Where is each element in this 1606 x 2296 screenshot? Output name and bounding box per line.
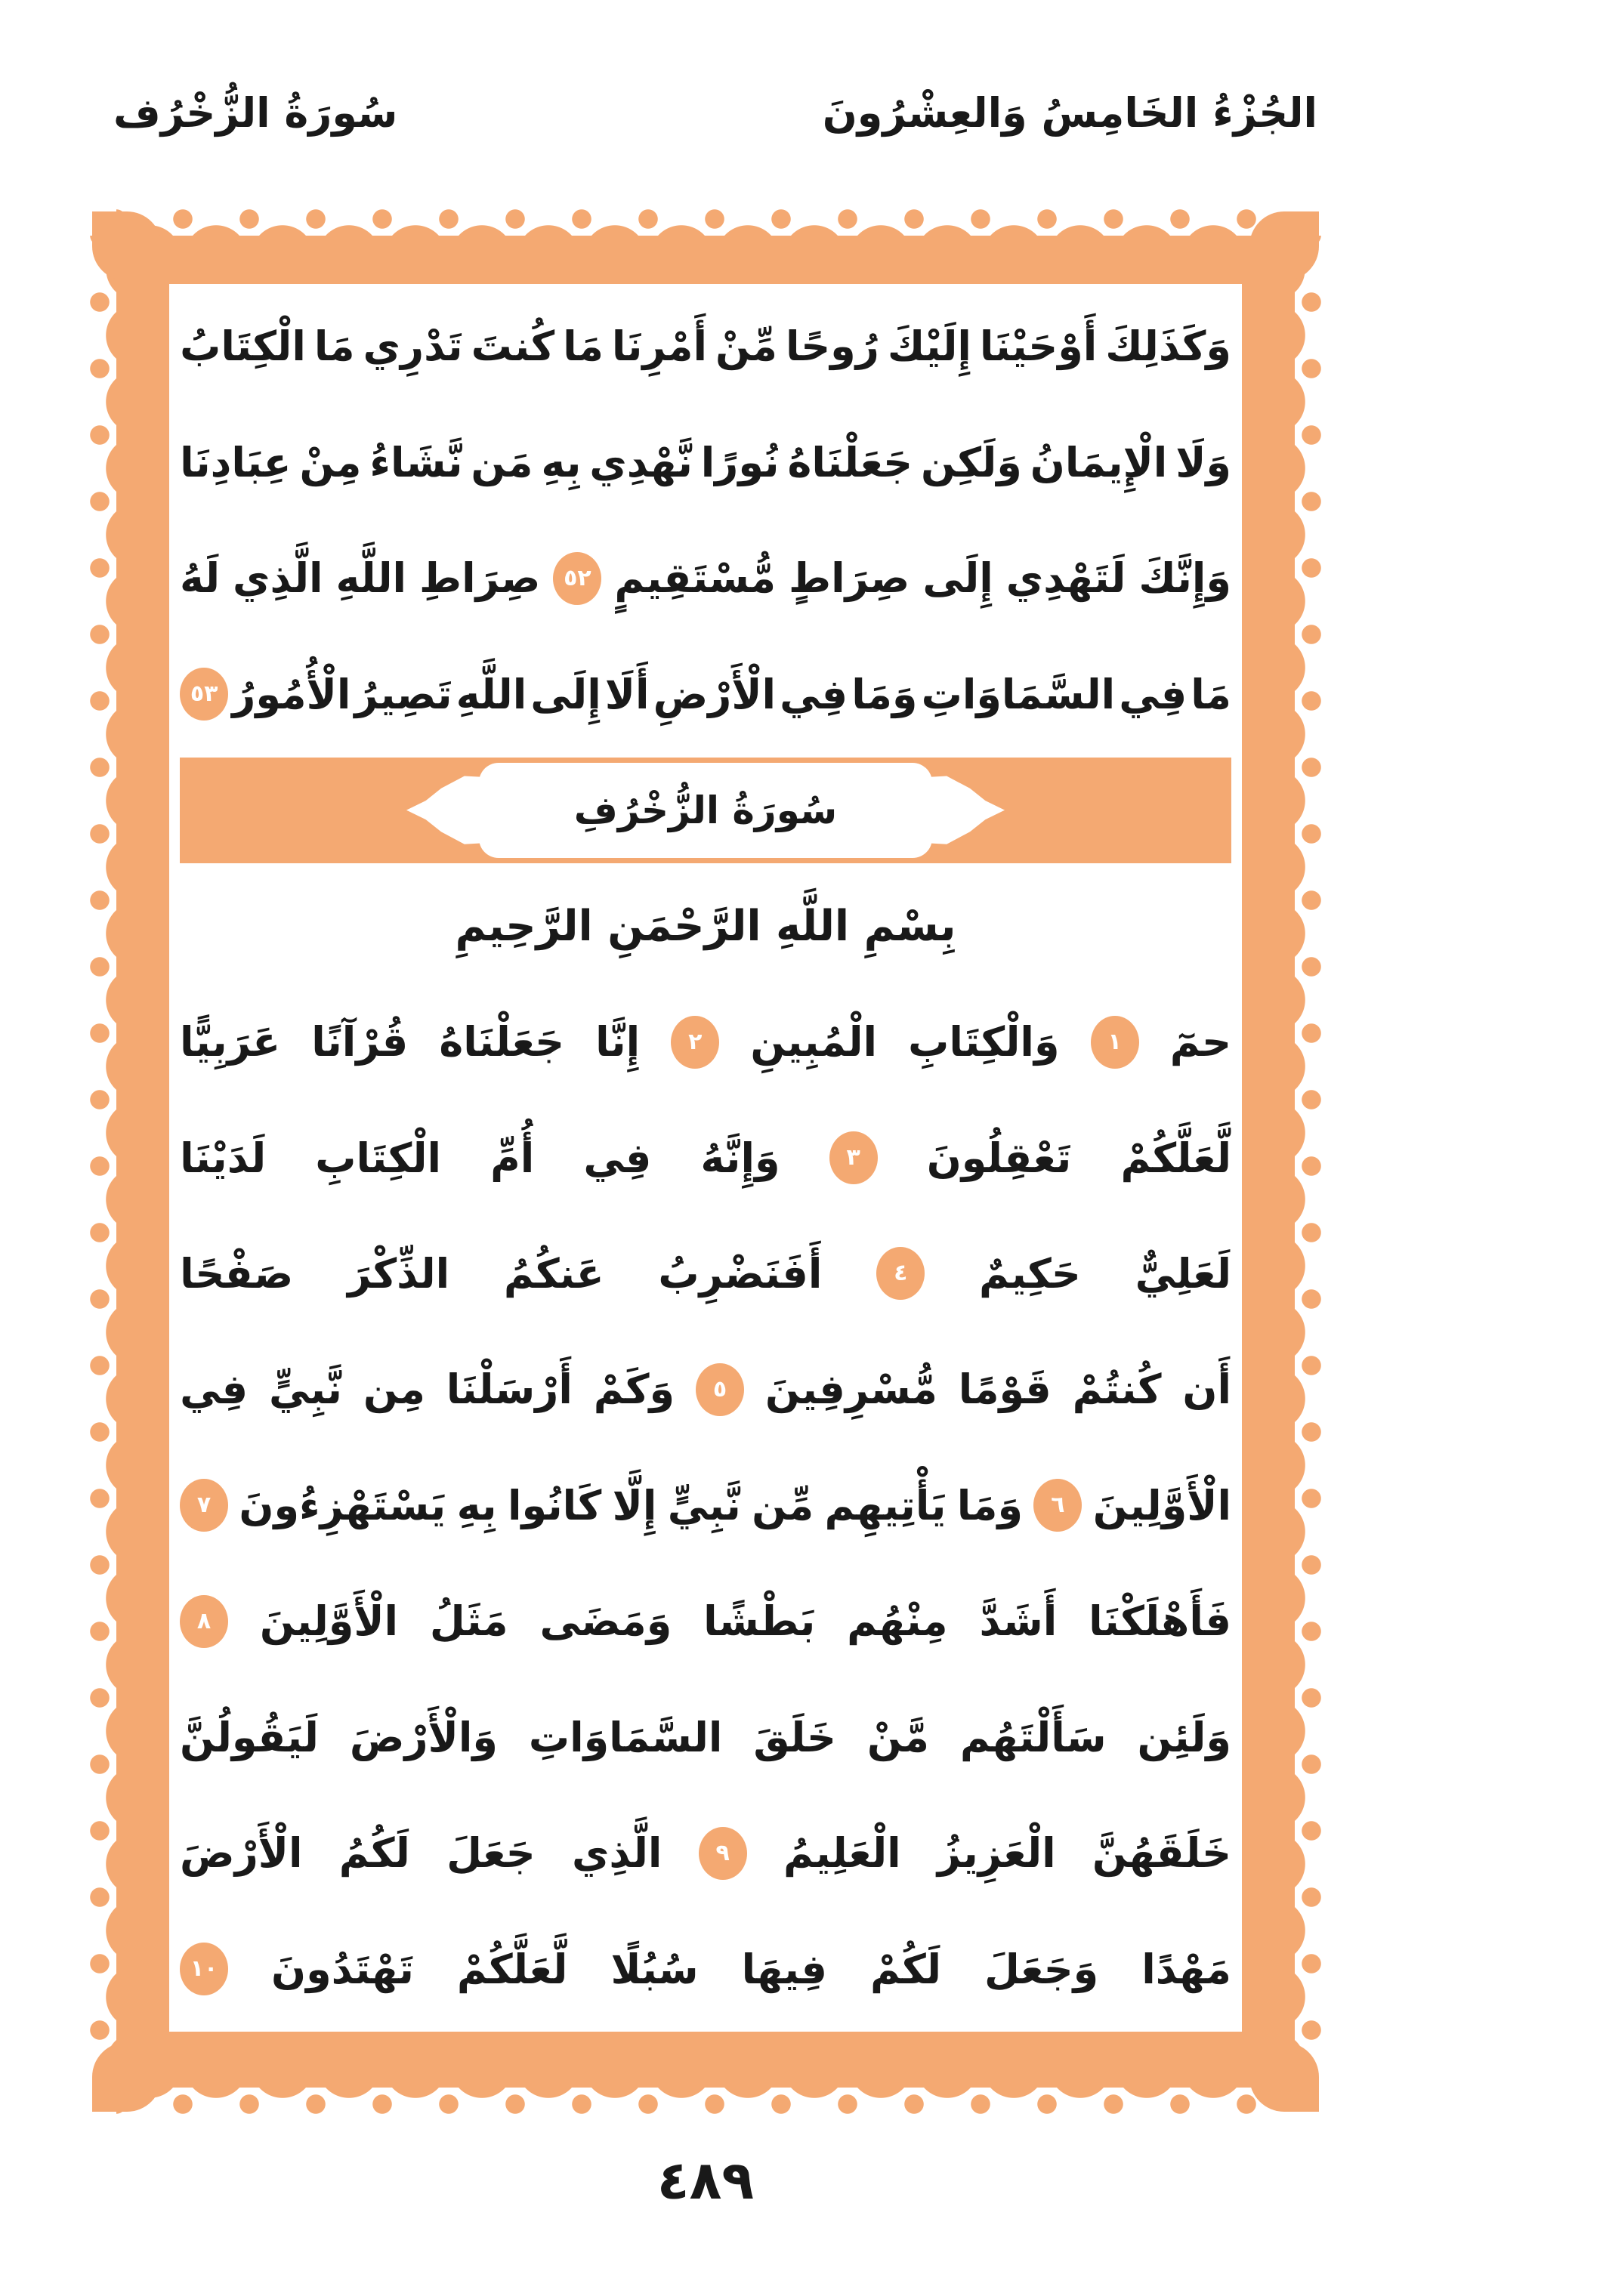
quran-word: الْعَلِيمُ (783, 1829, 901, 1878)
quran-word: صِرَاطٍ (789, 554, 910, 603)
surah-title-cartouche (479, 763, 932, 858)
quran-word: وَجَعَلَ (984, 1945, 1099, 1993)
quran-word: وَلَئِن (1137, 1713, 1231, 1761)
quran-word: السَّمَاوَاتِ (528, 1713, 723, 1761)
quran-word: بِهِ (456, 1481, 497, 1529)
quran-word: لَهُ (180, 554, 221, 603)
quran-word: يَأْتِيهِم (824, 1481, 947, 1529)
quran-word: اللَّهِ (335, 554, 407, 603)
quran-line (180, 1448, 1231, 1563)
quran-word: يَسْتَهْزِءُونَ (239, 1481, 446, 1529)
quran-word: إِلَى (922, 554, 993, 603)
quran-word: الْأُمُورُ (232, 670, 351, 718)
quran-word: الذِّكْرَ (347, 1249, 450, 1298)
quran-word: حَكِيمٌ (979, 1249, 1081, 1298)
quran-word: نَّشَاءُ (369, 438, 463, 486)
verse-number-medallion: ٧ (180, 1479, 228, 1532)
quran-line (180, 1912, 1231, 2027)
quran-word: مُّسْرِفِينَ (764, 1366, 937, 1414)
quran-line (180, 1100, 1231, 1215)
verse-number-medallion: ٦ (1033, 1479, 1082, 1532)
quran-word: لَيَقُولُنَّ (180, 1713, 319, 1761)
quran-word: كَانُوا (507, 1481, 602, 1529)
quran-word: فِي (780, 670, 848, 718)
quran-word: لَكُمْ (869, 1945, 941, 1993)
quran-word: جَعَلْنَاهُ (787, 438, 913, 486)
quran-word: تَهْتَدُونَ (271, 1945, 414, 1993)
ornamental-frame (89, 208, 1322, 2115)
quran-word: السَّمَاوَاتِ (921, 670, 1116, 718)
verse-number-medallion: ٩ (699, 1827, 747, 1880)
quran-word: مَا (313, 322, 355, 371)
quran-word: وَكَذَلِكَ (1105, 322, 1231, 371)
quran-word: مِن (363, 1366, 425, 1414)
quran-word: إِنَّا (595, 1018, 641, 1066)
verse-number-medallion: ٨ (180, 1595, 228, 1648)
quran-word: كُنتَ (471, 322, 555, 371)
quran-word: قُرْآنًا (311, 1018, 409, 1066)
quran-word: الْمُبِينِ (750, 1018, 878, 1066)
quran-line (180, 1332, 1231, 1447)
quran-word: إِلَيْكَ (887, 322, 971, 371)
quran-word: مِنْ (299, 438, 362, 486)
juz-running-head: الجُزْءُ الخَامِسُ وَالعِشْرُونَ (822, 89, 1317, 137)
quran-line (180, 1795, 1231, 1911)
quran-word: سُبُلًا (610, 1945, 699, 1993)
quran-word: أَفَنَضْرِبُ (658, 1249, 823, 1298)
quran-line (180, 520, 1231, 636)
quran-word: أَوْحَيْنَا (979, 322, 1098, 371)
surah-title: سُورَةُ الزُّخْرُفِ (573, 788, 838, 832)
quran-word: لَّعَلَّكُمْ (456, 1945, 568, 1993)
verse-number-medallion: ٥٣ (180, 668, 228, 721)
quran-word: الْأَرْضِ (653, 670, 777, 718)
quran-word: أَمْرِنَا (611, 322, 707, 371)
quran-line (180, 1563, 1231, 1679)
quran-word: وَمَا (956, 1481, 1024, 1529)
quran-word: أَن (1182, 1366, 1231, 1414)
quran-word: سَأَلْتَهُم (959, 1713, 1107, 1761)
quran-word: الْأَوَّلِينَ (1092, 1481, 1231, 1529)
quran-word: مَّنْ (866, 1713, 929, 1761)
quran-word: تَصِيرُ (354, 670, 452, 718)
quran-word: مِنْهُم (847, 1597, 948, 1646)
quran-word: وَكَمْ (593, 1366, 675, 1414)
quran-word: إِلَّا (612, 1481, 657, 1529)
quran-word: كُنتُمْ (1072, 1366, 1162, 1414)
quran-line (180, 984, 1231, 1100)
quran-word: وَمَا (851, 670, 918, 718)
quran-word: لَكُمُ (338, 1829, 410, 1878)
quran-word: إِلَى (530, 670, 601, 718)
quran-word: الْأَوَّلِينَ (259, 1597, 399, 1646)
page-number: ٤٨٩ (656, 2149, 755, 2211)
quran-word: الَّذِي (571, 1829, 662, 1878)
quran-word: وَلَا (1175, 438, 1231, 486)
verse-number-medallion: ٤ (876, 1247, 925, 1300)
quran-word: صِرَاطِ (419, 554, 541, 603)
quran-word: لَّعَلَّكُمْ (1120, 1134, 1231, 1182)
verse-number-medallion: ٥٢ (553, 552, 601, 605)
quran-word: مَهْدًا (1141, 1945, 1231, 1993)
quran-word: عَرَبِيًّا (180, 1018, 281, 1066)
quran-word: فِيهَا (741, 1945, 827, 1993)
quran-word: الْأَرْضَ (180, 1829, 303, 1878)
quran-word: نَّهْدِي (589, 438, 693, 486)
quran-word: الْكِتَابِ (315, 1134, 442, 1182)
quran-word: صَفْحًا (180, 1249, 294, 1298)
verse-number-medallion: ٥ (696, 1363, 744, 1416)
quran-word: مَا (563, 322, 604, 371)
quran-word: الْإِيمَانُ (1030, 438, 1168, 486)
quran-word: مَا (1191, 670, 1231, 718)
quran-line (180, 404, 1231, 520)
verse-number-medallion: ١ (1091, 1016, 1139, 1069)
quran-word: عَنكُمُ (503, 1249, 604, 1298)
quran-word: مِّنْ (715, 322, 777, 371)
surah-banner (180, 752, 1231, 868)
quran-word: لَتَهْدِي (1005, 554, 1126, 603)
quran-line (180, 1216, 1231, 1332)
surah-running-head: سُورَةُ الزُّخْرُف (113, 89, 398, 137)
quran-word: وَالْأَرْضَ (349, 1713, 498, 1761)
verse-number-medallion: ٣ (829, 1131, 878, 1184)
quran-word: نُورًا (700, 438, 780, 486)
quran-word: حمٓ (1169, 1018, 1231, 1066)
quran-word: نَّبِيٍّ (667, 1481, 741, 1529)
quran-word: قَوْمًا (958, 1366, 1052, 1414)
quran-line (180, 1680, 1231, 1795)
quran-word: جَعَلَ (446, 1829, 536, 1878)
quran-word: وَإِنَّكَ (1138, 554, 1231, 603)
quran-word: تَعْقِلُونَ (926, 1134, 1072, 1182)
quran-word: عِبَادِنَا (180, 438, 292, 486)
quran-line (180, 636, 1231, 751)
quran-word: فِي (180, 1366, 249, 1414)
quran-word: أُمِّ (490, 1134, 535, 1182)
quran-word: بَطْشًا (703, 1597, 816, 1646)
quran-word: أَشَدَّ (979, 1597, 1058, 1646)
quran-word: وَلَكِن (920, 438, 1022, 486)
quran-word: وَالْكِتَابِ (908, 1018, 1060, 1066)
quran-word: الَّذِي (233, 554, 323, 603)
quran-line (180, 289, 1231, 404)
quran-word: أَلَا (604, 670, 650, 718)
quran-word: جَعَلْنَاهُ (439, 1018, 564, 1066)
quran-word: بِهِ (541, 438, 582, 486)
quran-word: أَرْسَلْنَا (446, 1366, 573, 1414)
quran-word: وَمَضَى (539, 1597, 672, 1646)
quran-word: مَثَلُ (429, 1597, 508, 1646)
quran-word: نَّبِيٍّ (269, 1366, 342, 1414)
quran-word: مَن (471, 438, 533, 486)
quran-word: اللَّهِ (456, 670, 527, 718)
quran-word: لَدَيْنَا (180, 1134, 267, 1182)
quran-word: وَإِنَّهُ (700, 1134, 780, 1182)
quran-word: مِّن (752, 1481, 814, 1529)
quran-word: فِي (1119, 670, 1188, 718)
verse-number-medallion: ١٠ (180, 1943, 228, 1995)
quran-word: الْكِتَابُ (180, 322, 306, 371)
text-panel (169, 284, 1242, 2032)
quran-word: الْعَزِيزُ (937, 1829, 1056, 1878)
surah-banner-band (180, 758, 1231, 863)
quran-word: خَلَقَهُنَّ (1092, 1829, 1231, 1878)
quran-word: فَأَهْلَكْنَا (1089, 1597, 1231, 1646)
quran-word: فِي (583, 1134, 652, 1182)
quran-word: لَعَلِيٌّ (1135, 1249, 1231, 1298)
quran-word: رُوحًا (785, 322, 879, 371)
verse-number-medallion: ٢ (671, 1016, 719, 1069)
quran-word: مُّسْتَقِيمٍ (614, 554, 777, 603)
quran-word: خَلَقَ (753, 1713, 836, 1761)
bismillah: بِسْمِ اللَّهِ الرَّحْمَنِ الرَّحِيمِ (455, 901, 956, 951)
quran-word: تَدْرِي (363, 322, 463, 371)
